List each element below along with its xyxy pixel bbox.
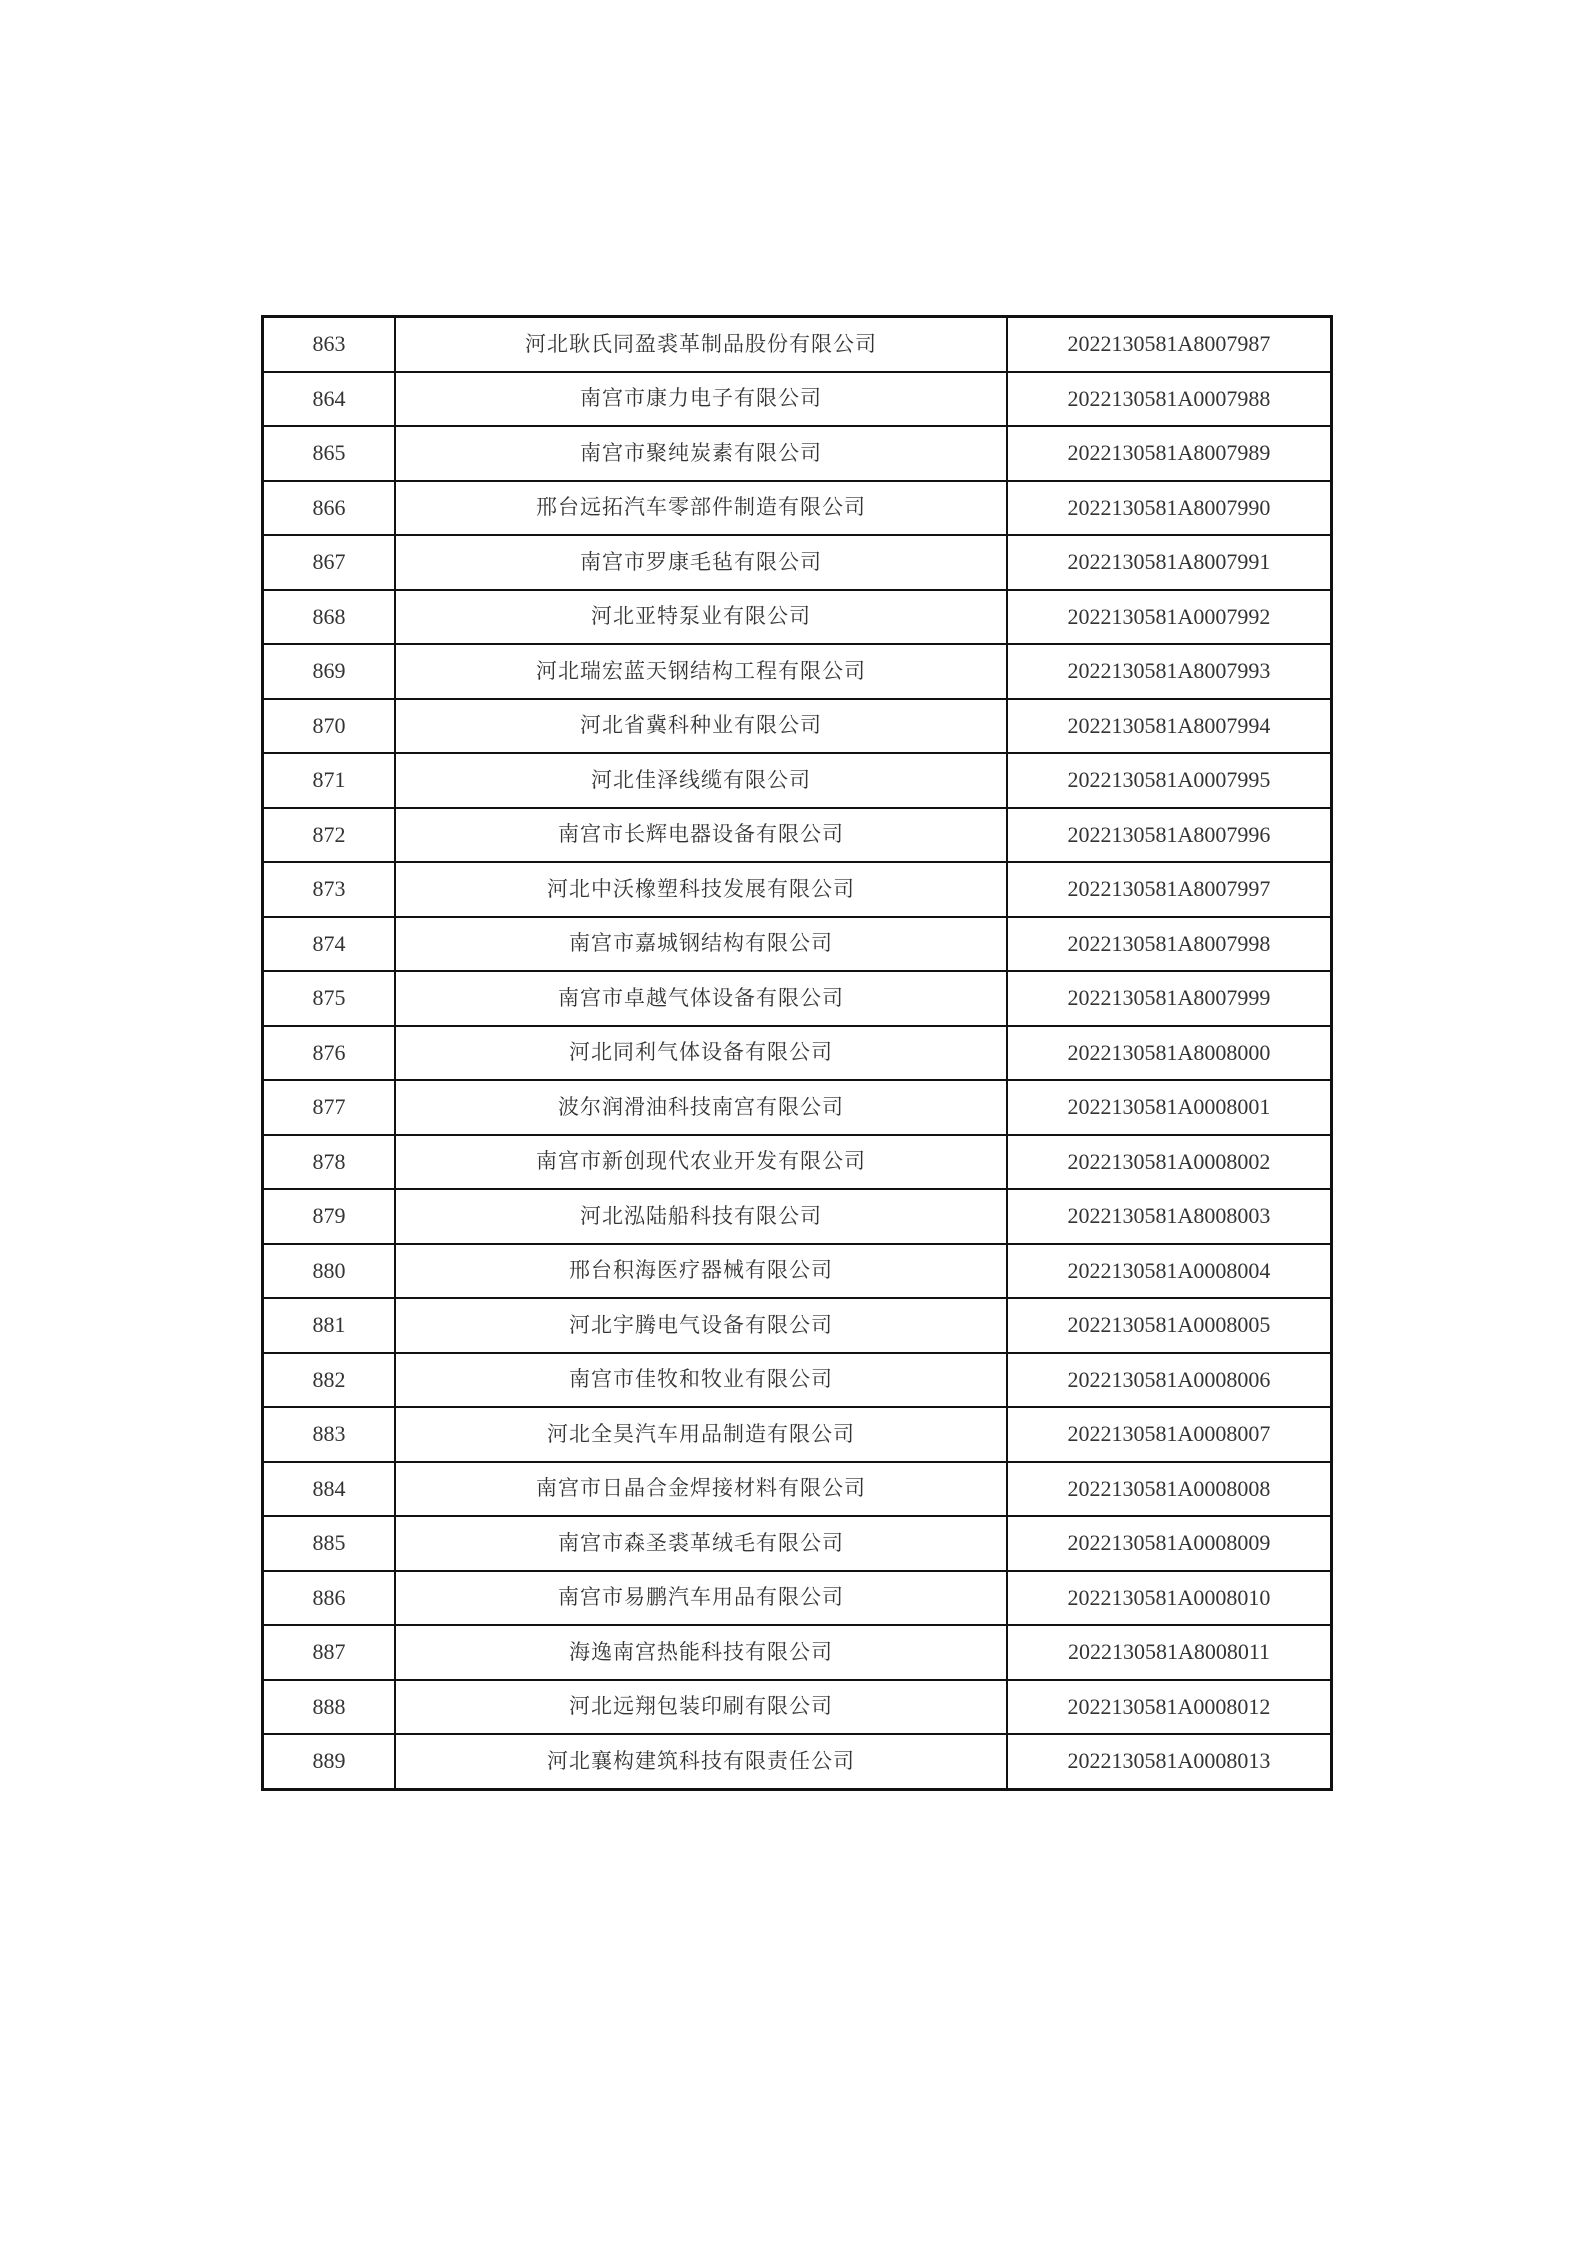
table-row [263, 1244, 1332, 1299]
table-row [263, 1080, 1332, 1135]
company-name: 海逸南宫热能科技有限公司 [395, 1625, 1007, 1680]
table-row [263, 808, 1332, 863]
registration-code: 2022130581A0008006 [1007, 1353, 1332, 1408]
registration-code: 2022130581A0008007 [1007, 1407, 1332, 1462]
registration-code: 2022130581A8007990 [1007, 481, 1332, 536]
company-name: 南宫市康力电子有限公司 [395, 372, 1007, 427]
table-row [263, 317, 1332, 372]
company-name: 河北亚特泵业有限公司 [395, 590, 1007, 645]
row-number: 867 [263, 535, 396, 590]
table-row [263, 590, 1332, 645]
row-number: 870 [263, 699, 396, 754]
registration-code: 2022130581A8007993 [1007, 644, 1332, 699]
table-row [263, 1462, 1332, 1517]
table-row [263, 1353, 1332, 1408]
row-number: 880 [263, 1244, 396, 1299]
row-number: 881 [263, 1298, 396, 1353]
registration-code: 2022130581A8007998 [1007, 917, 1332, 972]
row-number: 865 [263, 426, 396, 481]
row-number: 878 [263, 1135, 396, 1190]
company-name: 河北全昊汽车用品制造有限公司 [395, 1407, 1007, 1462]
registration-code: 2022130581A0008002 [1007, 1135, 1332, 1190]
company-name: 南宫市新创现代农业开发有限公司 [395, 1135, 1007, 1190]
registration-code: 2022130581A0008001 [1007, 1080, 1332, 1135]
company-name: 河北同利气体设备有限公司 [395, 1026, 1007, 1081]
company-registry-table [261, 315, 1333, 1791]
company-name: 南宫市聚纯炭素有限公司 [395, 426, 1007, 481]
table-row [263, 699, 1332, 754]
row-number: 872 [263, 808, 396, 863]
row-number: 886 [263, 1571, 396, 1626]
registration-code: 2022130581A0007992 [1007, 590, 1332, 645]
row-number: 873 [263, 862, 396, 917]
table-row [263, 917, 1332, 972]
registration-code: 2022130581A8008003 [1007, 1189, 1332, 1244]
company-name: 河北宇腾电气设备有限公司 [395, 1298, 1007, 1353]
table-row [263, 1189, 1332, 1244]
table-row [263, 1135, 1332, 1190]
registration-code: 2022130581A8007996 [1007, 808, 1332, 863]
registration-code: 2022130581A8007987 [1007, 317, 1332, 372]
registration-code: 2022130581A0008009 [1007, 1516, 1332, 1571]
table-row [263, 971, 1332, 1026]
table-row [263, 535, 1332, 590]
row-number: 879 [263, 1189, 396, 1244]
table-row [263, 753, 1332, 808]
table-row [263, 426, 1332, 481]
table-row [263, 1026, 1332, 1081]
company-name: 南宫市罗康毛毡有限公司 [395, 535, 1007, 590]
row-number: 876 [263, 1026, 396, 1081]
table-row [263, 372, 1332, 427]
registration-code: 2022130581A8007999 [1007, 971, 1332, 1026]
row-number: 889 [263, 1734, 396, 1789]
row-number: 866 [263, 481, 396, 536]
table-body [263, 317, 1332, 1790]
row-number: 868 [263, 590, 396, 645]
company-name: 南宫市卓越气体设备有限公司 [395, 971, 1007, 1026]
row-number: 888 [263, 1680, 396, 1735]
registration-code: 2022130581A8007994 [1007, 699, 1332, 754]
company-name: 波尔润滑油科技南宫有限公司 [395, 1080, 1007, 1135]
row-number: 877 [263, 1080, 396, 1135]
table-row [263, 481, 1332, 536]
company-name: 河北佳泽线缆有限公司 [395, 753, 1007, 808]
row-number: 871 [263, 753, 396, 808]
registration-code: 2022130581A0008010 [1007, 1571, 1332, 1626]
row-number: 869 [263, 644, 396, 699]
table-row [263, 1571, 1332, 1626]
company-name: 南宫市嘉城钢结构有限公司 [395, 917, 1007, 972]
company-name: 邢台积海医疗器械有限公司 [395, 1244, 1007, 1299]
table-row [263, 1680, 1332, 1735]
table-row [263, 644, 1332, 699]
company-name: 河北中沃橡塑科技发展有限公司 [395, 862, 1007, 917]
table-row [263, 1407, 1332, 1462]
row-number: 885 [263, 1516, 396, 1571]
company-name: 南宫市日晶合金焊接材料有限公司 [395, 1462, 1007, 1517]
row-number: 875 [263, 971, 396, 1026]
registration-code: 2022130581A0008008 [1007, 1462, 1332, 1517]
registration-code: 2022130581A0008013 [1007, 1734, 1332, 1789]
company-name: 邢台远拓汽车零部件制造有限公司 [395, 481, 1007, 536]
row-number: 884 [263, 1462, 396, 1517]
registration-code: 2022130581A8008011 [1007, 1625, 1332, 1680]
table-row [263, 1625, 1332, 1680]
registration-code: 2022130581A0007995 [1007, 753, 1332, 808]
row-number: 874 [263, 917, 396, 972]
registration-code: 2022130581A8007989 [1007, 426, 1332, 481]
row-number: 864 [263, 372, 396, 427]
row-number: 863 [263, 317, 396, 372]
registration-code: 2022130581A0008005 [1007, 1298, 1332, 1353]
company-name: 河北耿氏同盈裘革制品股份有限公司 [395, 317, 1007, 372]
company-name: 河北省冀科种业有限公司 [395, 699, 1007, 754]
company-name: 河北泓陆船科技有限公司 [395, 1189, 1007, 1244]
registration-code: 2022130581A8008000 [1007, 1026, 1332, 1081]
table-row [263, 1734, 1332, 1789]
registration-code: 2022130581A0007988 [1007, 372, 1332, 427]
company-name: 河北远翔包装印刷有限公司 [395, 1680, 1007, 1735]
table-row [263, 1298, 1332, 1353]
company-name: 河北襄构建筑科技有限责任公司 [395, 1734, 1007, 1789]
company-name: 南宫市长辉电器设备有限公司 [395, 808, 1007, 863]
registration-code: 2022130581A8007997 [1007, 862, 1332, 917]
company-name: 南宫市森圣裘革绒毛有限公司 [395, 1516, 1007, 1571]
registration-code: 2022130581A0008004 [1007, 1244, 1332, 1299]
company-name: 河北瑞宏蓝天钢结构工程有限公司 [395, 644, 1007, 699]
row-number: 887 [263, 1625, 396, 1680]
table-row [263, 1516, 1332, 1571]
row-number: 883 [263, 1407, 396, 1462]
company-name: 南宫市易鹏汽车用品有限公司 [395, 1571, 1007, 1626]
table-row [263, 862, 1332, 917]
row-number: 882 [263, 1353, 396, 1408]
registration-code: 2022130581A8007991 [1007, 535, 1332, 590]
company-name: 南宫市佳牧和牧业有限公司 [395, 1353, 1007, 1408]
registration-code: 2022130581A0008012 [1007, 1680, 1332, 1735]
